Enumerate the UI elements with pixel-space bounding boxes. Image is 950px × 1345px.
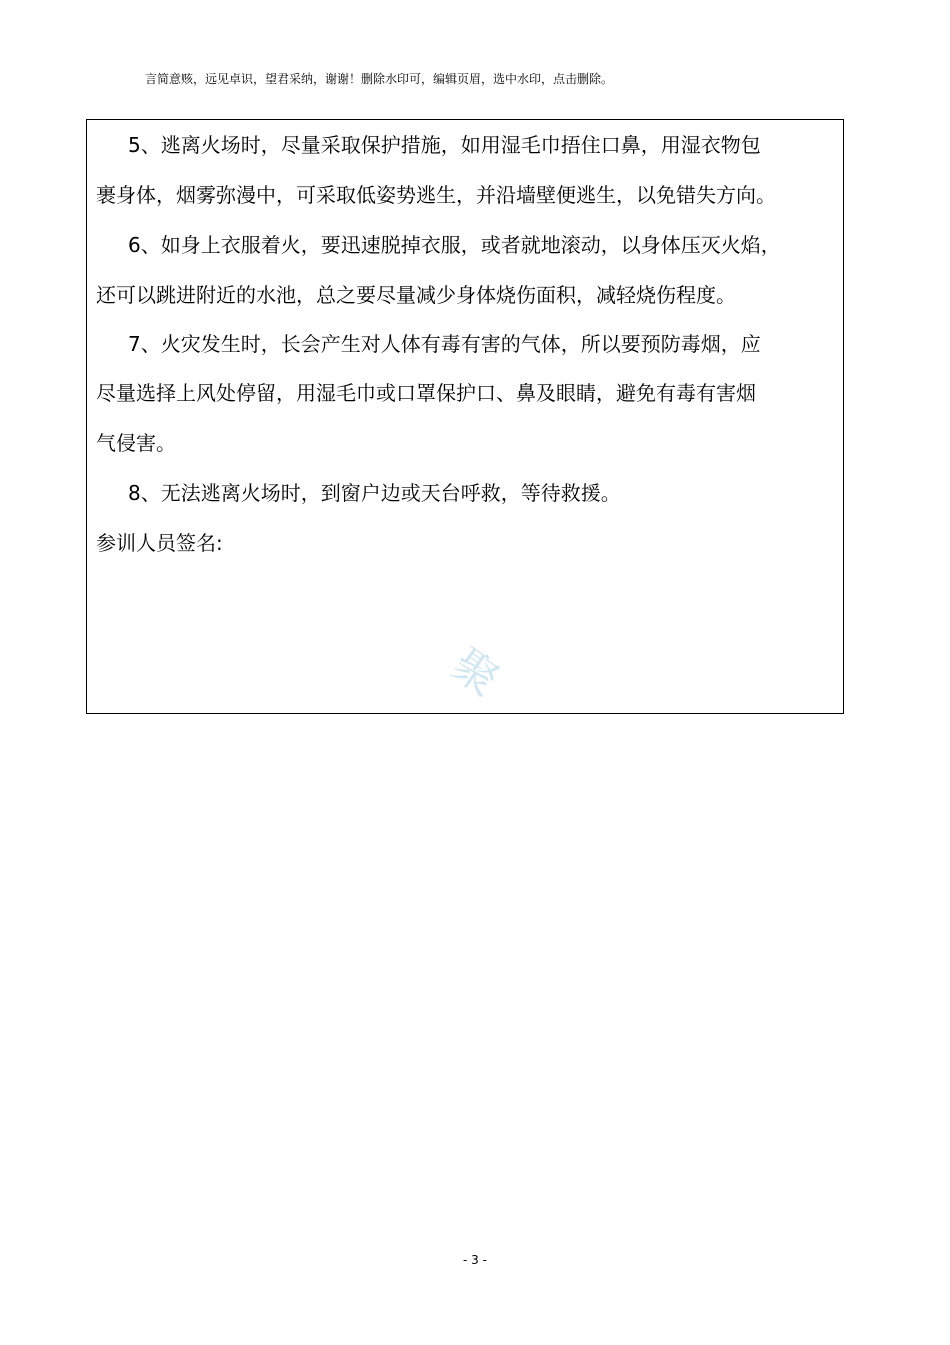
item-7-line-1: 7、火灾发生时，长会产生对人体有毒有害的气体，所以要预防毒烟，应 [128, 332, 761, 356]
signature-label: 参训人员签名: [96, 531, 223, 555]
item-6-line-1: 6、如身上衣服着火，要迅速脱掉衣服，或者就地滚动，以身体压灭火焰， [128, 233, 781, 257]
item-7-line-2: 尽量选择上风处停留，用湿毛巾或口罩保护口、鼻及眼睛，避免有毒有害烟 [96, 381, 756, 405]
page-number: - 3 - [463, 1253, 487, 1267]
item-5-line-2: 裹身体，烟雾弥漫中，可采取低姿势逃生，并沿墙壁便逃生，以免错失方向。 [96, 183, 776, 207]
item-6-line-2: 还可以跳进附近的水池，总之要尽量减少身体烧伤面积，减轻烧伤程度。 [96, 283, 736, 307]
item-5-line-1: 5、逃离火场时，尽量采取保护措施，如用湿毛巾捂住口鼻，用湿衣物包 [128, 133, 761, 157]
training-content-box [86, 119, 844, 714]
header-note: 言简意赅，远见卓识，望君采纳，谢谢！删除水印可，编辑页眉，选中水印，点击删除。 [145, 72, 614, 86]
watermark-logo: 聚 [442, 639, 508, 707]
item-8-line-1: 8、无法逃离火场时，到窗户边或天台呼救，等待救援。 [128, 481, 621, 505]
item-7-line-3: 气侵害。 [96, 431, 176, 455]
